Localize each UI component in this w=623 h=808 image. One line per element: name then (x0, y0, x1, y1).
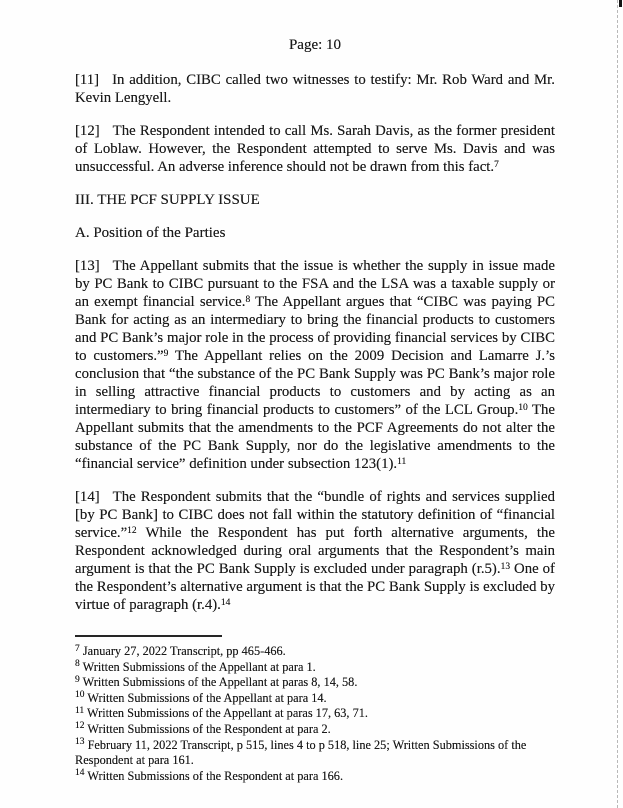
footnote-text: February 11, 2022 Transcript, p 515, lines 4 to p 518, line 25; Written Submissions of the Respondent at para 161. (75, 737, 527, 768)
footnote (75, 644, 567, 660)
footnote-reference: 8 (245, 294, 251, 305)
footnote-number: 10 (75, 690, 85, 701)
footnote (75, 675, 567, 691)
scan-edge-artifact (617, 0, 618, 808)
footnote-number: 12 (75, 721, 85, 732)
subsection-heading: A. Position of the Parties (75, 225, 226, 241)
footnote (75, 660, 567, 676)
footnote-reference: 12 (127, 525, 137, 536)
paragraph-text: The Appellant submits that the issue is whether the supply in issue made by PC Bank to CIBC pursuant to the FSA and the LSA was a taxable supply or an exempt financial service. (75, 258, 555, 310)
footnote-number: 14 (75, 768, 85, 779)
paragraph-14 (75, 488, 555, 614)
paragraph-text: In addition, CIBC called two witnesses to testify: Mr. Rob Ward and Mr. Kevin Lengyell. (75, 72, 555, 106)
paragraph-number: [13] (75, 258, 100, 274)
footnote-text: Written Submissions of the Respondent at para 2. (87, 721, 331, 736)
page-number-header: Page: 10 (288, 37, 342, 53)
paragraph-text: One of the Respondent’s alternative argument is that the PC Bank Supply is excluded by virtue of paragraph (r.4). (75, 561, 555, 613)
footnotes-section (75, 635, 567, 784)
paragraph-number: [12] (75, 123, 100, 139)
paragraph-text: The Appellant relies on the 2009 Decision and Lamarre J.’s conclusion that “the substance of the PC Bank Supply was PC Bank’s major role in selling attractive financial products to customers and by acting as an intermediary to bring financial products to customers” of the LCL Group. (75, 348, 555, 418)
footnote-text: Written Submissions of the Appellant at paras 17, 63, 71. (87, 706, 368, 721)
footnote-text: January 27, 2022 Transcript, pp 465-466. (82, 644, 286, 658)
footnote-reference: 13 (500, 561, 511, 572)
footnote-number: 7 (75, 643, 80, 654)
paragraph-13 (75, 257, 555, 473)
footnote-text: Written Submissions of the Appellant at paras 8, 14, 58. (82, 675, 358, 690)
footnote (75, 722, 567, 738)
document-page (75, 36, 555, 784)
footnote-text: Written Submissions of the Appellant at para 1. (82, 659, 316, 674)
paragraph-12 (75, 122, 555, 176)
footnote-reference: 14 (220, 597, 231, 608)
paragraph-text: The Appellant submits that the amendments to the PCF Agreements do not alter the substance of the PC Bank Supply, nor do the legislative amendments to the “financial service” definition under subsection 123(1). (75, 402, 556, 472)
section-heading: III. THE PCF SUPPLY ISSUE (75, 192, 260, 208)
footnote-text: Written Submissions of the Respondent at para 166. (87, 768, 344, 783)
footnote-reference: 10 (518, 402, 528, 413)
footnote-number: 8 (75, 659, 80, 670)
paragraph-text: The Respondent intended to call Ms. Sarah Davis, as the former president of Loblaw. However, the Respondent attempted to serve Ms. Davis and was unsuccessful. An adverse inference should not be drawn from this fact. (75, 123, 555, 175)
footnote-number: 11 (75, 705, 85, 716)
paragraph-text: The Respondent submits that the “bundle of rights and services supplied [by PC Bank] to CIBC does not fall within the statutory definition of “financial service.” (75, 489, 555, 541)
paragraph-number: [14] (75, 489, 100, 505)
footnote (75, 706, 567, 722)
paragraph-number: [11] (75, 72, 100, 88)
footnote (75, 691, 567, 707)
footnote (75, 738, 567, 769)
paragraph-text: While the Respondent has put forth alternative arguments, the Respondent acknowledged during oral arguments that the Respondent’s main argument is that the PC Bank Supply is excluded under paragraph (r.5). (75, 525, 555, 577)
footnote (75, 769, 567, 785)
paragraph-text: The Appellant argues that “CIBC was paying PC Bank for acting as an intermediary to bring the financial products to customers and PC Bank’s major role in the process of providing financial services by CIBC to customers.” (75, 294, 556, 364)
footnote-reference: 11 (397, 456, 407, 467)
footnote-text: Written Submissions of the Appellant at para 14. (87, 690, 327, 705)
footnote-separator (75, 635, 222, 637)
footnote-number: 9 (75, 674, 80, 685)
footnote-reference: 9 (163, 348, 169, 359)
footnote-number: 13 (75, 737, 85, 748)
paragraph-11 (75, 71, 555, 107)
footnote-reference: 7 (494, 159, 499, 170)
corner-mark-artifact (619, 0, 622, 7)
